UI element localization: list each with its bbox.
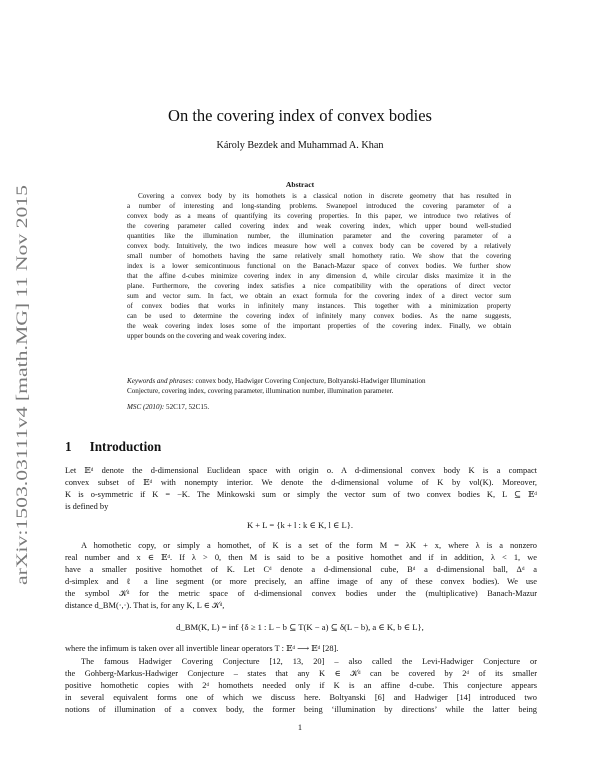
body-line: A homothetic copy, or simply a homothet, of K is a set of the form M = λK + x, where λ is a nonzero bbox=[81, 541, 537, 550]
abstract-line: index is a lower semicontinuous functional on the Banach-Mazur space of convex bodies. We further show bbox=[127, 262, 511, 270]
keywords-label: Keywords and phrases: bbox=[127, 377, 194, 385]
abstract-line: convex body. Intuitively, the two indices measure how well a convex body can be covered by a relatively bbox=[127, 242, 511, 250]
page-number: 1 bbox=[297, 723, 303, 732]
body-line: positive homothetic copies with 2ᵈ homothets needed only if K is an affine d-cube. This conjecture appears bbox=[65, 681, 537, 690]
equation-banach-mazur: d_BM(K, L) = inf {δ ≥ 1 : L − b ⊆ T(K − a) ⊆ δ(L − b), a ∈ K, b ∈ L}, bbox=[176, 622, 424, 632]
abstract-line: the covering parameter called covering index and weak covering index, which upper bound well-studied bbox=[127, 222, 511, 230]
arxiv-stamp-text: arXiv:1503.03111v4 [math.MG] 11 Nov 2015 bbox=[14, 301, 31, 585]
msc-codes: 52C17, 52C15. bbox=[166, 403, 210, 411]
body-line: distance d_BM(·,·). That is, for any K, L ∈ 𝒦ᵈ, bbox=[65, 601, 225, 610]
body-line: the symbol 𝒦ᵈ for the metric space of d-dimensional convex bodies under the (multiplicative) Banach-Mazur bbox=[65, 589, 537, 598]
abstract-line: Covering a convex body by its homothets is a classical notion in discrete geometry that has resulted in bbox=[138, 192, 511, 200]
body-line: convex subset of 𝔼ᵈ with nonempty interior. We denote the d-dimensional volume of K by vol(K). Moreover, bbox=[65, 478, 537, 487]
body-line: in several equivalent forms one of which we discuss here. Boltyanski [6] and Hadwiger [14] introduced two bbox=[65, 693, 537, 702]
abstract-line: the weak covering index loses some of the important properties of the covering index. Finally, we obtain bbox=[127, 322, 511, 330]
body-line: d-simplex and ℓ a line segment (or more precisely, an affine image of any of these convex bodies). We use bbox=[65, 577, 537, 586]
paper-authors: Károly Bezdek and Muhammad A. Khan bbox=[216, 140, 384, 151]
body-line: the Gohberg-Markus-Hadwiger Conjecture – states that any K ∈ 𝒦ᵈ can be covered by 2ᵈ of its smaller bbox=[65, 669, 537, 678]
section-heading bbox=[65, 439, 161, 455]
equation-minkowski-sum: K + L = {k + l : k ∈ K, l ∈ L}. bbox=[246, 520, 354, 530]
abstract-line: quantities like the illumination number, the illumination parameter and the covering parameter of a bbox=[127, 232, 511, 240]
body-line: where the infimum is taken over all invertible linear operators T : 𝔼ᵈ ⟶ 𝔼ᵈ [28]. bbox=[65, 644, 339, 653]
abstract-line: upper bounds on the covering and weak covering index. bbox=[127, 332, 286, 340]
abstract-heading: Abstract bbox=[285, 180, 315, 189]
abstract-line: convex body as a means of quantifying its covering properties. In this paper, we introduce two relatives of bbox=[127, 212, 511, 220]
abstract-line: small number of homothets having the same relatively small homothety ratio. We show that the covering bbox=[127, 252, 511, 260]
abstract-line: plane. Furthermore, the covering index satisfies a nice compatibility with the operations of direct vector bbox=[127, 282, 511, 290]
keywords-text: convex body, Hadwiger Covering Conjecture, Boltyanski-Hadwiger Illumination bbox=[195, 377, 426, 385]
keywords-line-1 bbox=[127, 377, 426, 385]
body-line: Let 𝔼ᵈ denote the d-dimensional Euclidean space with origin o. A d-dimensional convex body K is a compact bbox=[65, 466, 537, 475]
body-line: K is o-symmetric if K = −K. The Minkowski sum or simply the vector sum of two convex bodies K, L ⊆ 𝔼ᵈ bbox=[65, 490, 537, 499]
msc-label: MSC (2010): bbox=[127, 403, 165, 411]
abstract-line: a number of interesting and long-standing problems. Swanepoel introduced the covering parameter of a bbox=[127, 202, 511, 210]
abstract-line: can be used to determine the covering index of infinitely many convex bodies. As the name suggests, bbox=[127, 312, 511, 320]
abstract-line: of convex bodies that works in infinitely many instances. This together with a minimization property bbox=[127, 302, 511, 310]
body-line: have a smaller positive homothet of K. Let Cᵈ denote a d-dimensional cube, Bᵈ a d-dimensional ball, Δᵈ a bbox=[65, 565, 537, 574]
keywords-line-2: Conjecture, covering index, covering parameter, illumination number, illumination parameter. bbox=[127, 387, 394, 395]
section-title: Introduction bbox=[89, 439, 162, 454]
paper-title: On the covering index of convex bodies bbox=[168, 106, 432, 125]
body-line: notions of illumination of a convex body, the former being ‘illumination by directions’ while the latter being bbox=[65, 705, 537, 714]
abstract-line: sum and vector sum. In fact, we obtain an exact formula for the covering index of a direct vector sum bbox=[127, 292, 511, 300]
abstract-line: that the affine d-cubes minimize covering index in any dimension d, while circular disks maximize it in the bbox=[127, 272, 511, 280]
msc-line bbox=[127, 403, 209, 411]
body-line: real number and x ∈ 𝔼ᵈ. If λ > 0, then M is said to be a positive homothet and if in addition, λ < 1, we bbox=[65, 553, 537, 562]
body-line: The famous Hadwiger Covering Conjecture [12, 13, 20] – also called the Levi-Hadwiger Conjecture or bbox=[81, 657, 537, 666]
body-line: is defined by bbox=[65, 502, 109, 511]
section-number: 1 bbox=[65, 439, 72, 454]
